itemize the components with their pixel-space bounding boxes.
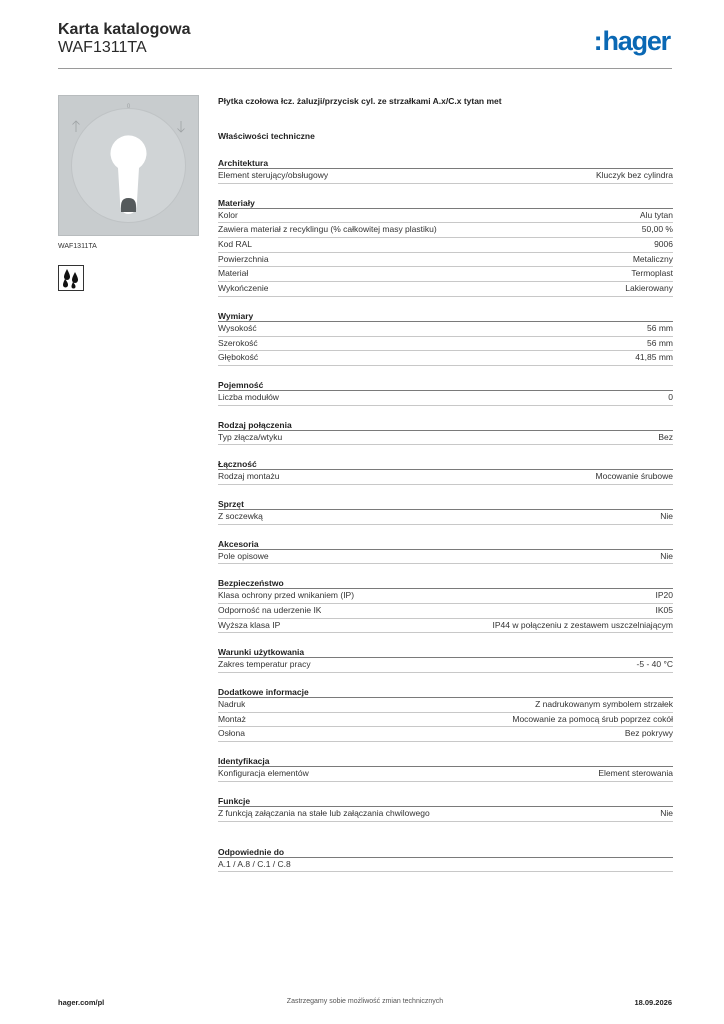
spec-value: Nie — [660, 510, 673, 521]
spec-row — [218, 391, 673, 406]
spec-label: Typ złącza/wtyku — [218, 431, 283, 442]
cover-plate-illustration — [59, 96, 198, 235]
footer-notice: Zastrzegamy sobie możliwość zmian technicznych — [286, 998, 444, 1005]
spec-value: Termoplast — [631, 268, 673, 279]
spec-value: Lakierowany — [625, 283, 673, 294]
page-footer — [58, 998, 672, 1010]
product-code: WAF1311TA — [58, 39, 147, 56]
spec-value: Bez pokrywy — [624, 728, 673, 739]
section-title: Identyfikacja — [218, 756, 673, 767]
spec-label: Materiał — [218, 268, 249, 279]
spec-label: Wykończenie — [218, 283, 269, 294]
suitable-section — [218, 847, 673, 873]
section-title: Wymiary — [218, 311, 673, 322]
spec-value: Element sterowania — [598, 768, 673, 779]
spec-row — [218, 267, 673, 282]
spec-row — [218, 209, 673, 224]
spec-section — [218, 687, 673, 742]
spec-label: Montaż — [218, 713, 246, 724]
spec-row — [218, 658, 673, 673]
spec-row — [218, 727, 673, 742]
section-title: Dodatkowe informacje — [218, 687, 673, 698]
spec-row — [218, 223, 673, 238]
technical-properties-title: Właściwości techniczne — [218, 131, 315, 141]
spec-value: Kluczyk bez cylindra — [595, 170, 673, 180]
spec-section — [218, 647, 673, 673]
spec-section — [218, 499, 673, 525]
spec-value: 0 — [668, 391, 673, 402]
spec-row — [218, 604, 673, 619]
spec-section — [218, 796, 673, 822]
hager-logo — [594, 27, 670, 55]
header-divider — [58, 68, 672, 69]
spec-row — [218, 767, 673, 782]
spec-value: 56 mm — [647, 337, 673, 348]
spec-value: Nie — [660, 807, 673, 818]
spec-row — [218, 169, 673, 184]
spec-section — [218, 459, 673, 485]
spec-row — [218, 619, 673, 634]
spec-label: Kod RAL — [218, 239, 253, 250]
spec-value: IP20 — [655, 590, 673, 601]
spec-label: Odporność na uderzenie IK — [218, 605, 322, 615]
spec-section — [218, 158, 673, 184]
spec-row — [218, 282, 673, 297]
spec-row — [218, 238, 673, 253]
spec-value: Bez — [658, 431, 673, 442]
spec-row — [218, 351, 673, 366]
spec-label: Liczba modułów — [218, 391, 279, 402]
product-description: Płytka czołowa łcz. żaluzji/przycisk cyl. ze strzałkami A.x/C.x tytan met — [218, 96, 502, 106]
spec-label: Kolor — [218, 209, 238, 220]
spec-section — [218, 311, 673, 366]
spec-row — [218, 337, 673, 352]
section-title: Łączność — [218, 459, 673, 470]
spec-label: Pole opisowe — [218, 550, 269, 561]
spec-label: Powierzchnia — [218, 253, 269, 264]
image-caption: WAF1311TA — [58, 243, 97, 250]
product-image — [58, 95, 199, 236]
plate-top-mark: 0 — [126, 104, 131, 110]
section-title: Rodzaj połączenia — [218, 420, 673, 431]
spec-value: IP44 w połączeniu z zestawem uszczelniającym — [492, 619, 673, 630]
spec-label: Zakres temperatur pracy — [218, 659, 311, 670]
spec-row — [218, 858, 673, 873]
section-title: Warunki użytkowania — [218, 647, 673, 658]
spec-section — [218, 198, 673, 297]
spec-label: Szerokość — [218, 337, 258, 348]
spec-label: Z funkcją załączania na stałe lub załączania chwilowego — [218, 807, 430, 818]
spec-value: -5 - 40 °C — [636, 659, 673, 670]
spec-row — [218, 807, 673, 822]
spec-label: Z soczewką — [218, 510, 263, 521]
logo-mark: : — [593, 26, 602, 56]
spec-label: Głębokość — [218, 352, 259, 363]
section-title: Pojemność — [218, 380, 673, 391]
spec-section — [218, 578, 673, 633]
spec-label: Konfiguracja elementów — [218, 768, 309, 779]
section-title: Bezpieczeństwo — [218, 578, 673, 589]
spec-section — [218, 756, 673, 782]
spec-label: Nadruk — [218, 699, 246, 710]
spec-label: Zawiera materiał z recyklingu (% całkowitej masy plastiku) — [218, 224, 437, 235]
section-title: Sprzęt — [218, 499, 673, 510]
spec-row — [218, 550, 673, 565]
slot-recess — [121, 198, 136, 212]
spec-row — [218, 713, 673, 728]
spec-section — [218, 539, 673, 565]
spec-value: Nie — [660, 550, 673, 561]
spec-value: Metaliczny — [632, 253, 673, 264]
spec-value: 41,85 mm — [635, 352, 673, 363]
page-header — [58, 21, 678, 69]
footer-website[interactable]: hager.com/pl — [58, 998, 105, 1007]
spec-value: 50,00 % — [641, 224, 673, 235]
spec-label: Rodzaj montażu — [218, 471, 280, 482]
spec-row — [218, 431, 673, 446]
spec-section — [218, 420, 673, 446]
spec-label: Wyższa klasa IP — [218, 619, 281, 630]
spec-row — [218, 322, 673, 337]
spec-value: Z nadrukowanym symbolem strzałek — [535, 699, 673, 710]
document-title: Karta katalogowa — [58, 21, 191, 38]
section-title: Akcesoria — [218, 539, 673, 550]
water-drops-icon — [58, 265, 84, 291]
footer-date: 18.09.2026 — [634, 998, 672, 1007]
spec-label: A.1 / A.8 / C.1 / C.8 — [218, 858, 291, 869]
spec-row — [218, 470, 673, 485]
spec-row — [218, 589, 673, 604]
spec-sections — [218, 158, 673, 822]
spec-row — [218, 510, 673, 525]
spec-label: Klasa ochrony przed wnikaniem (IP) — [218, 590, 355, 601]
spec-value: 56 mm — [647, 322, 673, 333]
section-title: Odpowiednie do — [218, 847, 673, 858]
spec-row — [218, 698, 673, 713]
spec-value: Mocowanie śrubowe — [595, 471, 673, 482]
spec-value: IK05 — [655, 605, 673, 615]
logo-text: hager — [602, 26, 670, 56]
section-title: Funkcje — [218, 796, 673, 807]
section-title: Architektura — [218, 158, 673, 169]
spec-content — [218, 96, 673, 872]
spec-row — [218, 253, 673, 268]
spec-label: Osłona — [218, 728, 245, 739]
spec-value: 9006 — [654, 239, 673, 250]
spec-label: Wysokość — [218, 322, 257, 333]
spec-label: Element sterujący/obsługowy — [218, 170, 329, 180]
spec-value: Alu tytan — [639, 209, 673, 220]
spec-value: Mocowanie za pomocą śrub poprzez cokół — [512, 713, 673, 724]
section-title: Materiały — [218, 198, 673, 209]
spec-section — [218, 380, 673, 406]
